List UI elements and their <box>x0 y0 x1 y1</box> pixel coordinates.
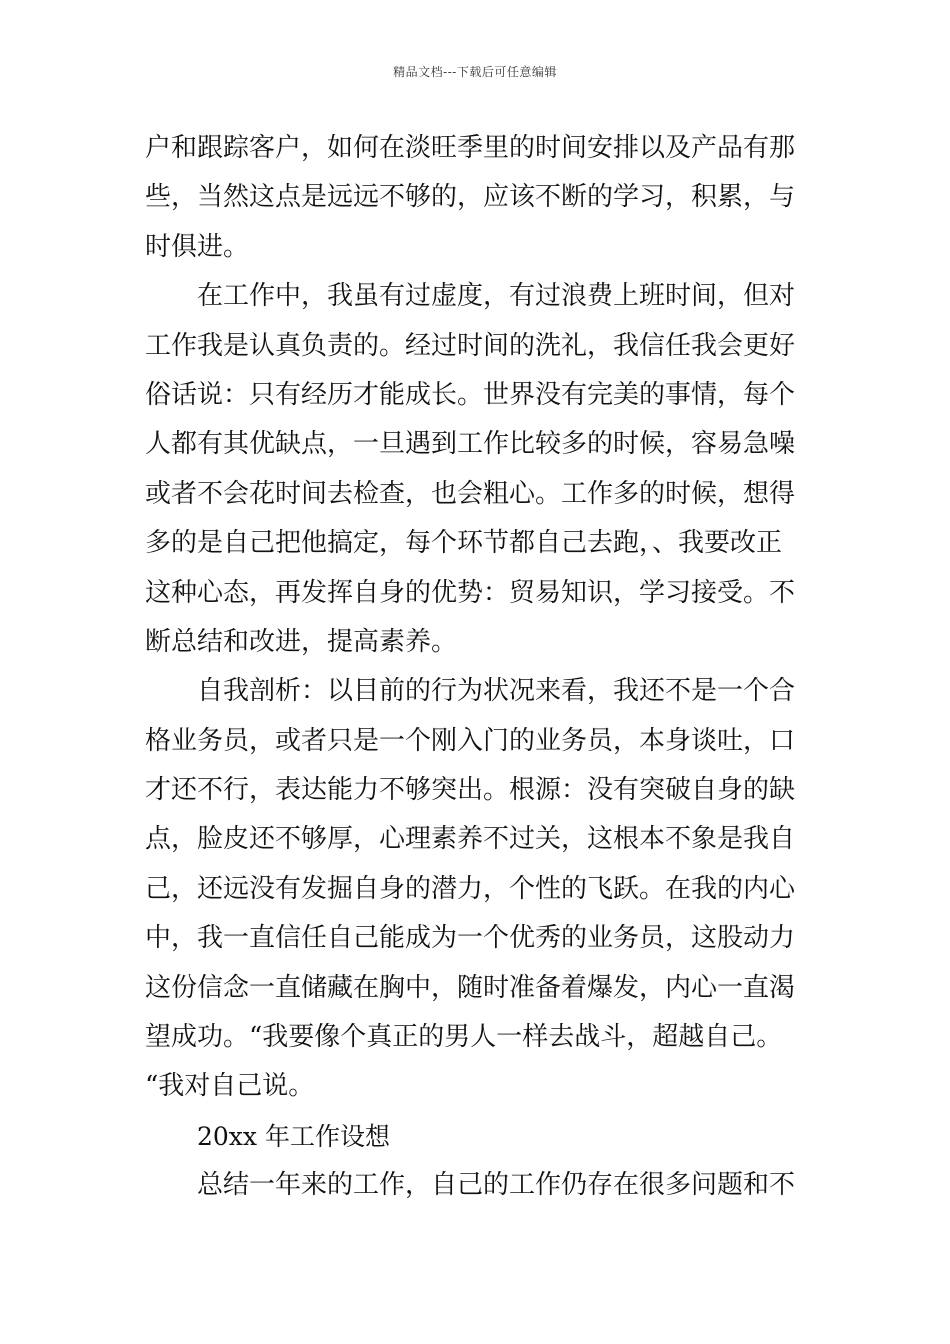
text-line: 工作我是认真负责的。经过时间的洗礼，我信任我会更好 <box>145 330 796 361</box>
paragraph-start-line: 在工作中，我虽有过虚度，有过浪费上班时间，但对 <box>197 281 796 312</box>
text-line: 时俱进。 <box>145 231 250 262</box>
paragraph-start-line: 总结一年来的工作，自己的工作仍存在很多问题和不 <box>197 1170 796 1201</box>
text-line: 这种心态，再发挥自身的优势：贸易知识，学习接受。不 <box>145 577 796 608</box>
paragraph-start-line: 自我剖析：以目前的行为状况来看，我还不是一个合 <box>197 676 796 707</box>
text-line: 望成功。“我要像个真正的男人一样去战斗，超越自己。 <box>145 1022 783 1053</box>
text-line: 俗话说：只有经历才能成长。世界没有完美的事情，每个 <box>145 379 796 410</box>
text-line: “我对自己说。 <box>145 1071 315 1102</box>
text-line: 或者不会花时间去检查，也会粗心。工作多的时候，想得 <box>145 478 796 509</box>
text-line: 己，还远没有发掘自身的潜力，个性的飞跃。在我的内心 <box>145 873 796 904</box>
text-line: 人都有其优缺点，一旦遇到工作比较多的时候，容易急噪 <box>145 429 796 460</box>
text-line: 格业务员，或者只是一个刚入门的业务员，本身谈吐，口 <box>145 725 796 756</box>
page-header: 精品文档---下载后可任意编辑 <box>393 65 557 79</box>
text-line: 点，脸皮还不够厚，心理素养不过关，这根本不象是我自 <box>145 824 796 855</box>
text-line: 中，我一直信任自己能成为一个优秀的业务员，这股动力 <box>145 923 796 954</box>
text-line: 才还不行，表达能力不够突出。根源：没有突破自身的缺 <box>145 775 796 806</box>
text-line: 些，当然这点是远远不够的，应该不断的学习，积累，与 <box>145 182 796 213</box>
section-heading: 20xx 年工作设想 <box>197 1121 390 1151</box>
text-line: 断总结和改进，提高素养。 <box>145 626 458 657</box>
document-body <box>145 124 810 1211</box>
text-line: 这份信念一直储藏在胸中，随时准备着爆发，内心一直渴 <box>145 972 796 1003</box>
text-line: 多的是自己把他搞定，每个环节都自己去跑，、我要改正 <box>145 528 783 559</box>
text-line: 户和跟踪客户，如何在淡旺季里的时间安排以及产品有那 <box>145 133 796 163</box>
